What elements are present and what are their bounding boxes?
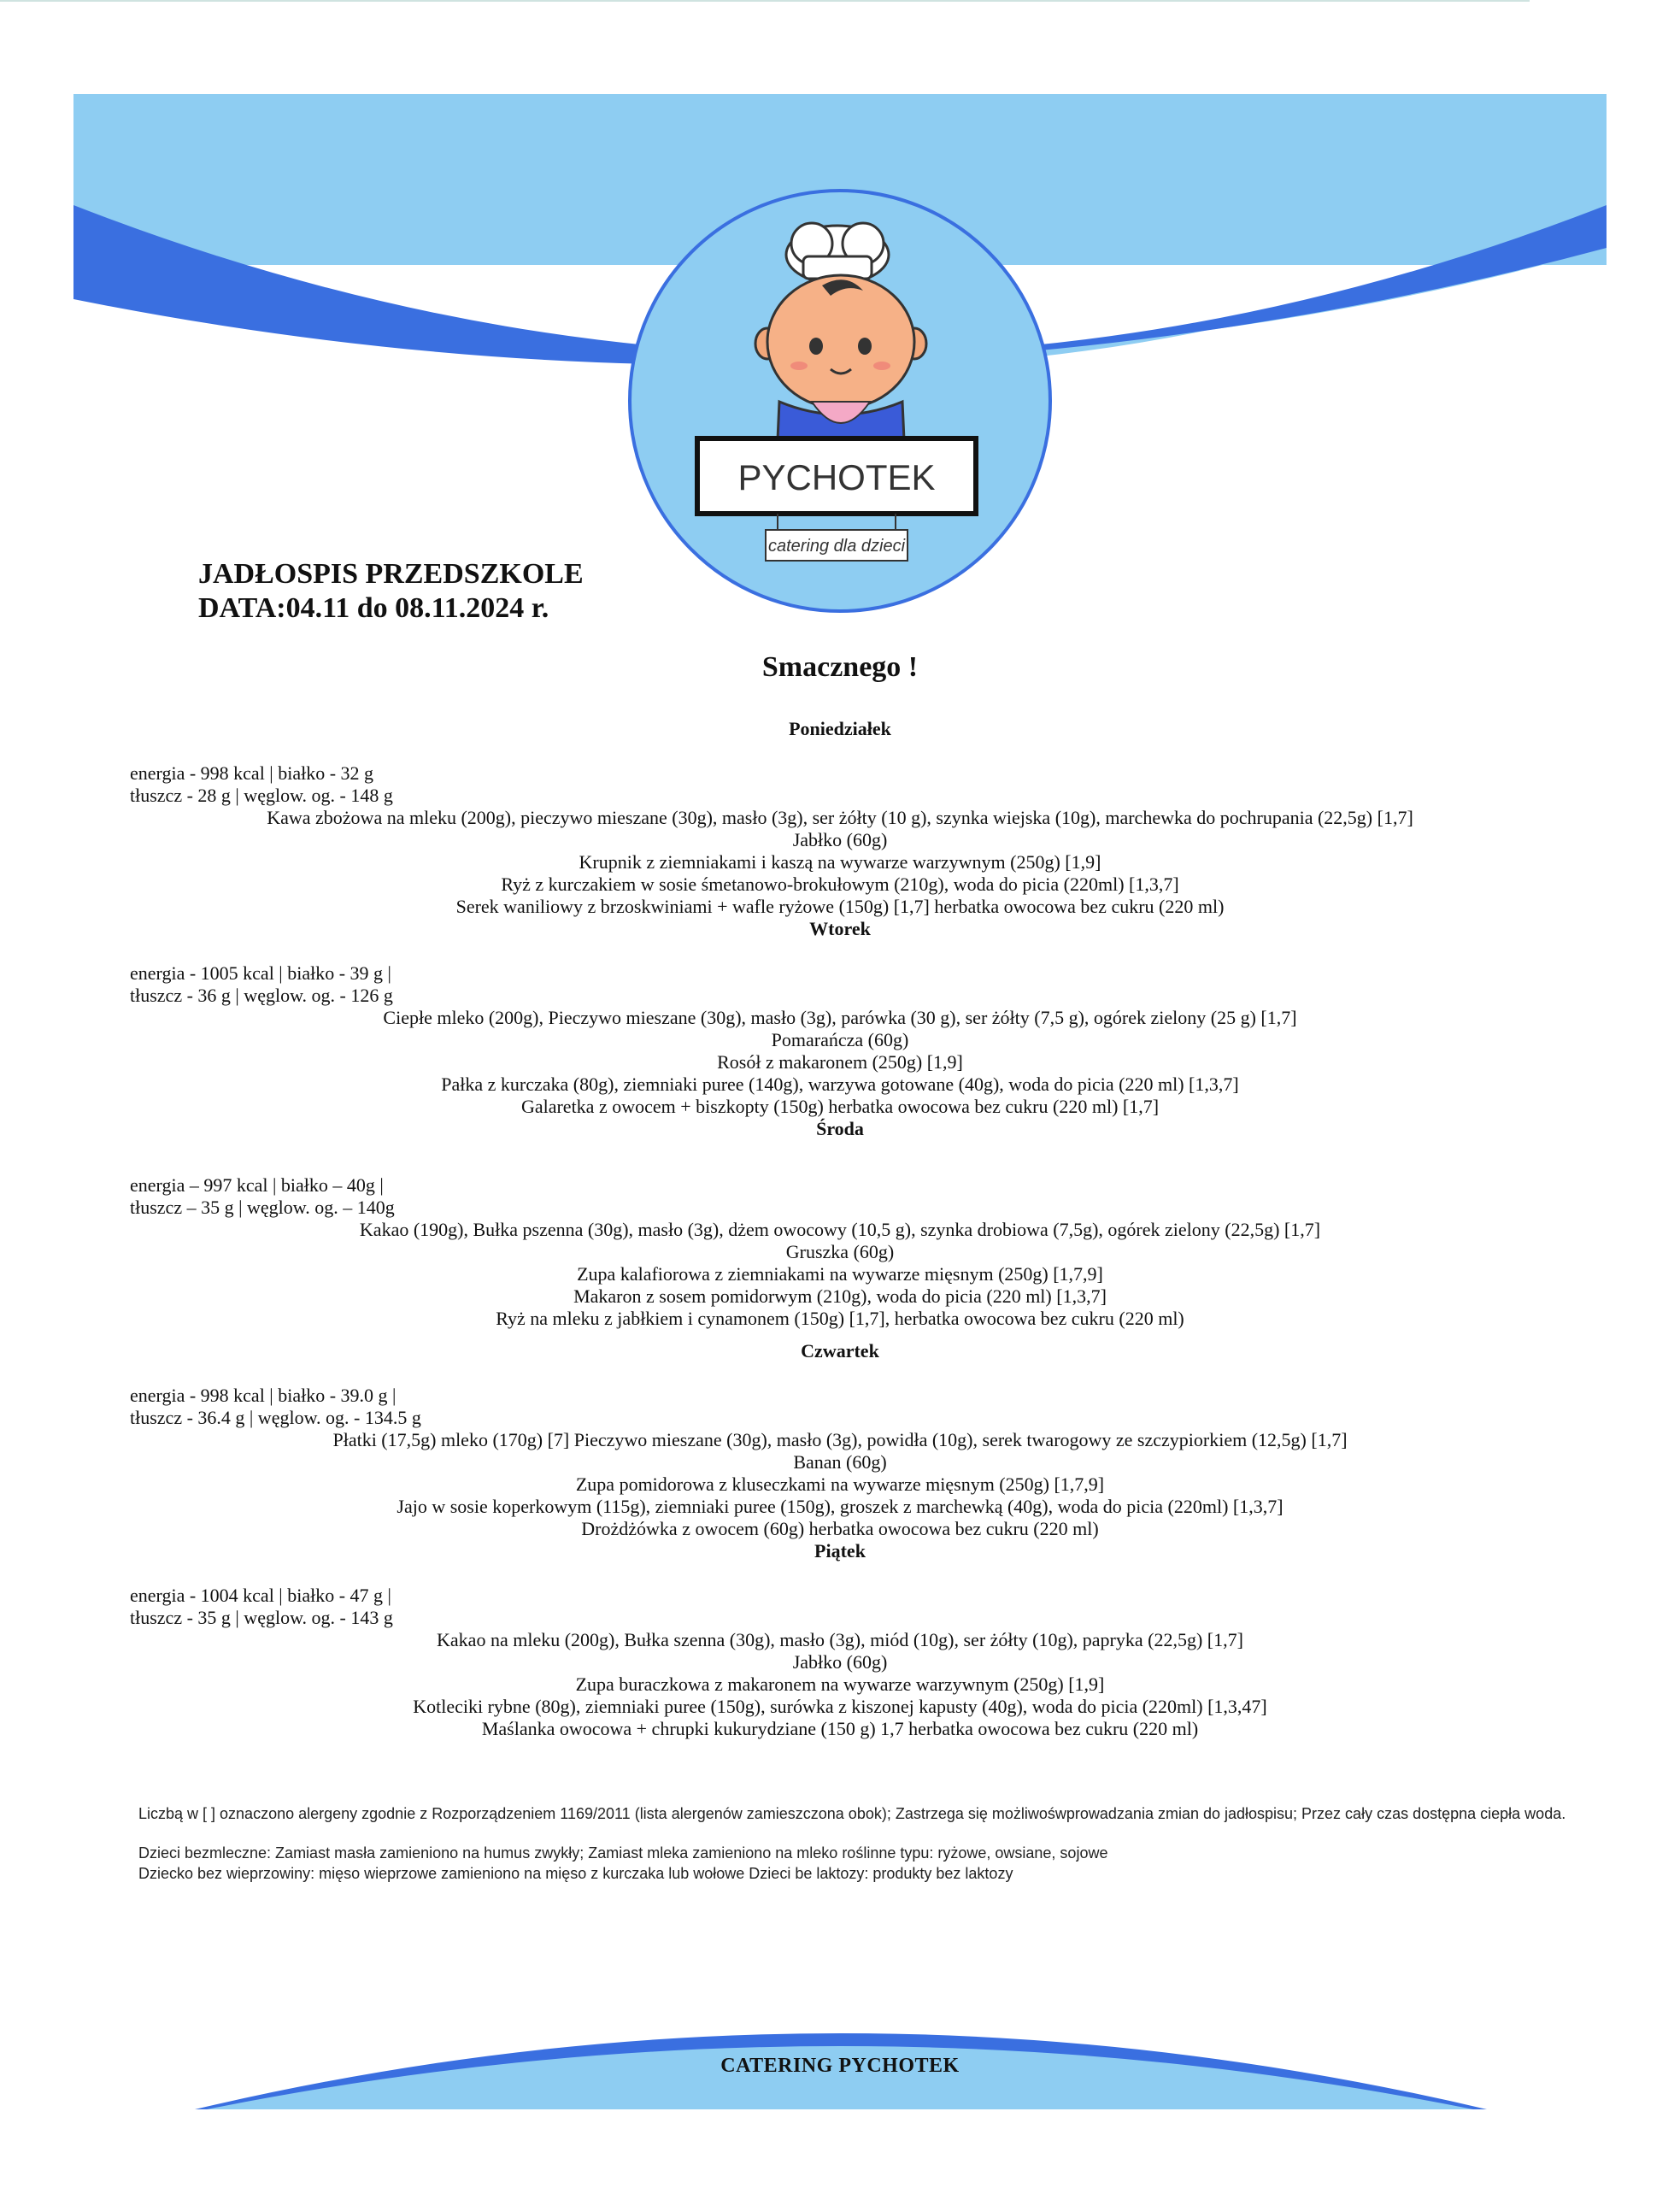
logo-name: PYCHOTEK — [737, 457, 936, 497]
nutrition-line: energia - 1004 kcal | białko - 47 g | — [130, 1585, 391, 1606]
nutrition-line: tłuszcz - 36 g | węglow. og. - 126 g — [130, 985, 393, 1006]
meal-line: Jabłko (60g) — [792, 1651, 888, 1673]
title-block — [198, 557, 584, 626]
meal-line: Pomarańcza (60g) — [771, 1029, 909, 1050]
meal-line: Gruszka (60g) — [785, 1241, 895, 1262]
meal-line: Maślanka owocowa + chrupki kukurydziane (150 g) 1,7 herbatka owocowa bez cukru (220 ml) — [481, 1718, 1199, 1739]
greeting: Smacznego ! — [761, 651, 919, 683]
day-name: Środa — [816, 1118, 864, 1139]
day-name: Wtorek — [809, 918, 871, 939]
allergen-note: Liczbą w [ ] oznaczono alergeny zgodnie z Rozporządzeniem 1169/2011 (lista alergenów zamieszczona obok); Zastrzega się możliwośwprowadzania zmian do jadłospisu; Przez cały czas dostępna ciepła woda. — [138, 1805, 1566, 1822]
meal-line: Jajo w sosie koperkowym (115g), ziemniaki puree (150g), groszek z marchewką (40g), woda do picia (220ml) [1,3,7] — [397, 1496, 1283, 1517]
meal-line: Ryż z kurczakiem w sosie śmetanowo-brokułowym (210g), woda do picia (220ml) [1,3,7] — [501, 873, 1179, 895]
meal-line: Ryż na mleku z jabłkiem i cynamonem (150g) [1,7], herbatka owocowa bez cukru (220 ml) — [496, 1308, 1184, 1329]
nutrition-line: tłuszcz – 35 g | węglow. og. – 140g — [130, 1197, 395, 1218]
footer-text: CATERING PYCHOTEK — [720, 2055, 960, 2077]
meal-line: Galaretka z owocem + biszkopty (150g) herbatka owocowa bez cukru (220 ml) [1,7] — [520, 1096, 1160, 1117]
meal-line: Kakao (190g), Bułka pszenna (30g), masło (3g), dżem owocowy (10,5 g), szynka drobiowa (7,5g), ogórek zielony (22,5g) [1,7] — [359, 1219, 1321, 1240]
nutrition-line: energia - 998 kcal | białko - 32 g — [130, 762, 374, 784]
day-name: Czwartek — [801, 1340, 879, 1362]
day-name: Poniedziałek — [789, 718, 891, 739]
meal-line: Zupa buraczkowa z makaronem na wywarze warzywnym (250g) [1,9] — [575, 1673, 1105, 1695]
day-section-thursday — [130, 1340, 1550, 1540]
meal-line: Kawa zbożowa na mleku (200g), pieczywo mieszane (30g), masło (3g), ser żółty (10 g), szynka wiejska (10g), marchewka do pochrupania (22,5g) [1,7] — [267, 807, 1413, 828]
meal-line: Krupnik z ziemniakami i kaszą na wywarze warzywnym (250g) [1,9] — [579, 851, 1101, 873]
meal-line: Zupa kalafiorowa z ziemniakami na wywarze mięsnym (250g) [1,7,9] — [577, 1263, 1103, 1285]
day-section-friday — [130, 1540, 1550, 1740]
meal-line: Makaron z sosem pomidorwym (210g), woda do picia (220 ml) [1,3,7] — [573, 1285, 1107, 1307]
meal-line: Drożdżówka z owocem (60g) herbatka owocowa bez cukru (220 ml) — [581, 1518, 1099, 1539]
nutrition-line: energia - 998 kcal | białko - 39.0 g | — [130, 1385, 397, 1406]
header-banner — [0, 0, 1680, 632]
meal-line: Banan (60g) — [793, 1451, 887, 1473]
meal-line: Serek waniliowy z brzoskwiniami + wafle ryżowe (150g) [1,7] herbatka owocowa bez cukru (220 ml) — [455, 896, 1225, 917]
logo — [630, 191, 1050, 611]
meal-line: Kakao na mleku (200g), Bułka szenna (30g), masło (3g), miód (10g), ser żółty (10g), papryka (22,5g) [1,7] — [437, 1629, 1243, 1650]
meal-line: Jabłko (60g) — [792, 829, 888, 850]
diet-note: Dziecko bez wieprzowiny: mięso wieprzowe zamieniono na mięso z kurczaka lub wołowe Dzieci be laktozy: produkty bez laktozy — [138, 1865, 1013, 1882]
notes-block — [138, 1803, 1574, 1884]
day-section-tuesday — [130, 918, 1550, 1118]
day-section-monday — [130, 718, 1550, 918]
meal-line: Ciepłe mleko (200g), Pieczywo mieszane (30g), masło (3g), parówka (30 g), ser żółty (7,5 g), ogórek zielony (25 g) [1,7] — [383, 1007, 1297, 1028]
footer-banner — [0, 1983, 1680, 2120]
page-title: JADŁOSPIS PRZEDSZKOLE — [198, 558, 584, 590]
nutrition-line: tłuszcz - 36.4 g | węglow. og. - 134.5 g — [130, 1407, 421, 1428]
logo-tagline: catering dla dzieci — [767, 537, 906, 556]
nutrition-line: energia – 997 kcal | białko – 40g | — [130, 1174, 384, 1196]
meal-line: Zupa pomidorowa z kluseczkami na wywarze mięsnym (250g) [1,7,9] — [575, 1473, 1105, 1495]
meal-line: Kotleciki rybne (80g), ziemniaki puree (150g), surówka z kiszonej kapusty (40g), woda do picia (220ml) [1,3,47] — [413, 1696, 1267, 1717]
day-section-wednesday — [130, 1118, 1550, 1330]
diet-note: Dzieci bezmleczne: Zamiast masła zamieniono na humus zwykły; Zamiast mleka zamieniono na mleko roślinne typu: ryżowe, owsiane, sojowe — [138, 1844, 1108, 1862]
date-range: DATA:04.11 do 08.11.2024 r. — [198, 592, 549, 624]
nutrition-line: energia - 1005 kcal | białko - 39 g | — [130, 962, 391, 984]
meal-line: Pałka z kurczaka (80g), ziemniaki puree (140g), warzywa gotowane (40g), woda do picia (220 ml) [1,3,7] — [441, 1073, 1239, 1095]
nutrition-line: tłuszcz - 35 g | węglow. og. - 143 g — [130, 1607, 393, 1628]
nutrition-line: tłuszcz - 28 g | węglow. og. - 148 g — [130, 785, 393, 806]
meal-line: Płatki (17,5g) mleko (170g) [7] Pieczywo mieszane (30g), masło (3g), powidła (10g), serek twarogowy ze szczypiorkiem (12,5g) [1,7] — [332, 1429, 1348, 1450]
day-name: Piątek — [814, 1540, 866, 1562]
meal-line: Rosół z makaronem (250g) [1,9] — [717, 1051, 963, 1073]
